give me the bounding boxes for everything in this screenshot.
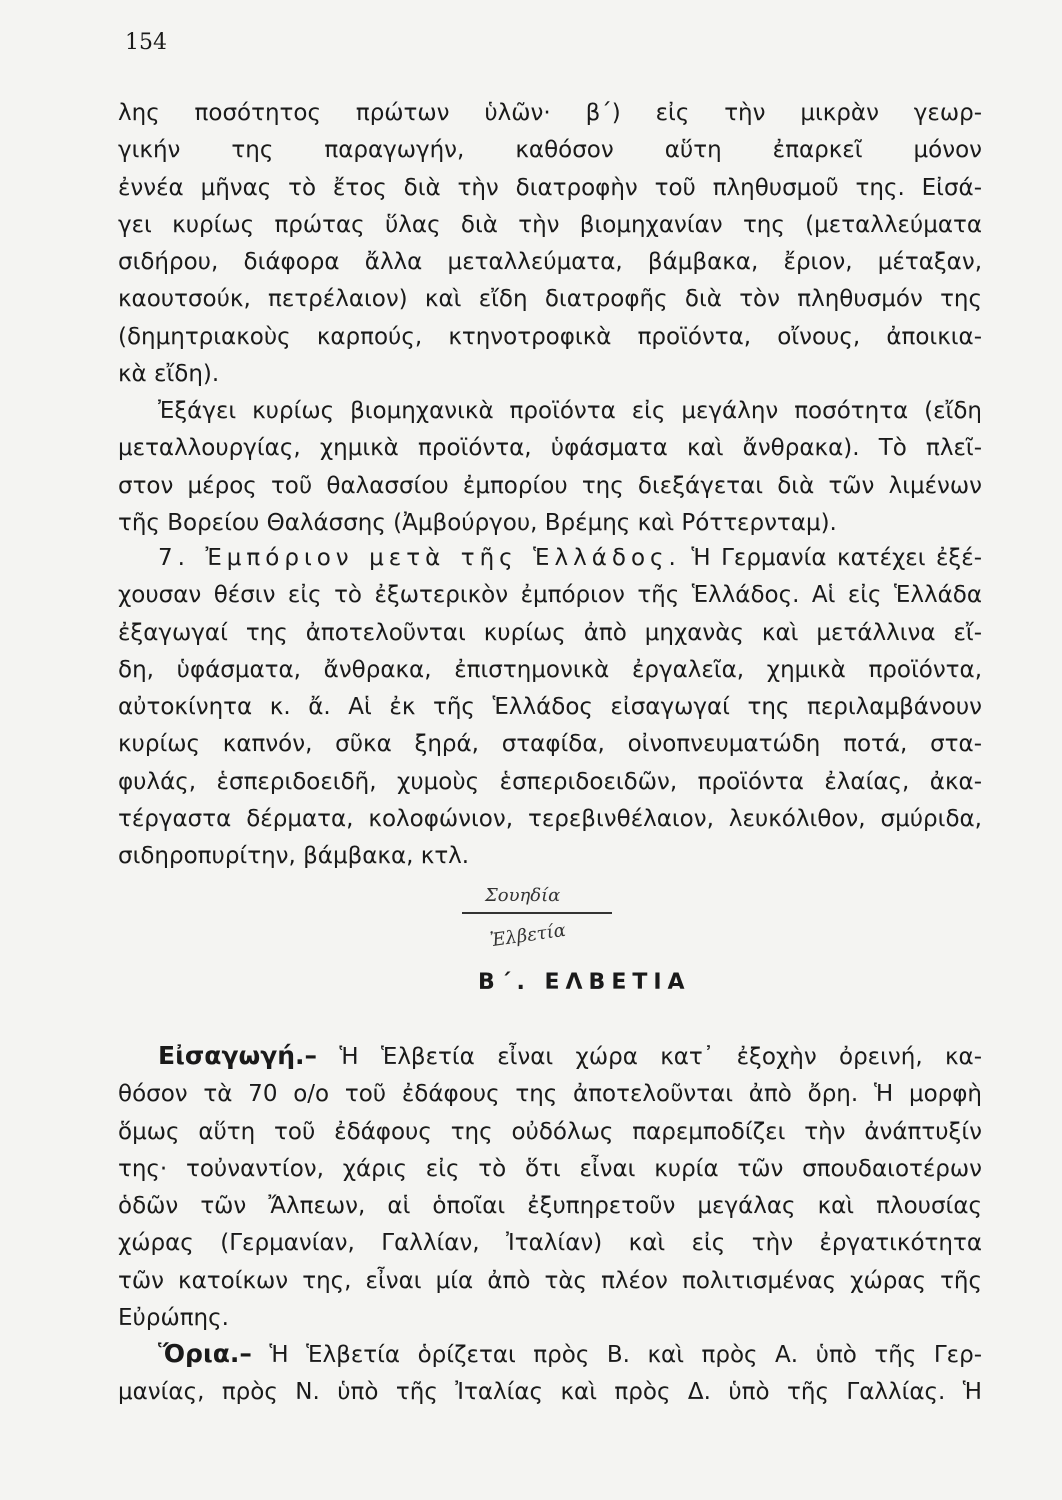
text-line: κυρίως καπνόν, σῦκα ξηρά, σταφίδα, οἰνοπνευματώδη ποτά, στα- [118,731,982,758]
text-line: αὐτοκίνητα κ. ἄ. Αἱ ἐκ τῆς Ἑλλάδος εἰσαγωγαί της περιλαμβάνουν [118,694,982,721]
text-line: γει κυρίως πρώτας ὕλας διὰ τὴν βιομηχανίαν της (μεταλλεύματα [118,211,982,238]
text-line: (δημητριακοὺς καρπούς, κτηνοτροφικὰ προϊόντα, οἴνους, ἀποικια- [118,323,982,350]
trade-heading-line [118,540,982,577]
intro-heading: Εἰσαγωγή.– [158,1041,318,1070]
text-line: κὰ εἴδη). [118,361,220,388]
handwritten-note-2: Ἐλβετία [488,919,568,952]
handwritten-note-1: Σουηδία [485,885,561,906]
paragraph-exports [118,393,982,542]
text-line: λης ποσότητος πρώτων ὑλῶν· β΄) εἰς τὴν μικρὰν γεωρ- [118,100,982,126]
text-line: τέργαστα δέρματα, κολοφώνιον, τερεβινθέλαιον, λευκόλιθον, σμύριδα, [118,806,982,833]
borders-heading: Ὅρια.– [158,1339,252,1368]
text-line: τῶν κατοίκων της, εἶναι μία ἀπὸ τὰς πλέον πολιτισμένας χώρας τῆς [118,1267,982,1294]
text-line: μεταλλουργίας, χημικὰ προϊόντα, ὑφάσματα καὶ ἄνθρακα). Τὸ πλεῖ- [118,435,982,462]
section-heading: Β΄. ΕΛΒΕΤΙΑ [478,970,691,995]
page-number: 154 [125,30,167,55]
text-line: καουτσούκ, πετρέλαιον) καὶ εἴδη διατροφῆς διὰ τὸν πληθυσμόν της [118,286,982,313]
paragraph-trade-with-greece [118,540,982,876]
text-line: φυλάς, ἑσπεριδοειδῆ, χυμοὺς ἑσπεριδοειδῶν, προϊόντα ἐλαίας, ἀκα- [118,768,982,795]
borders-first-line: Ἡ Ἑλβετία ὁρίζεται πρὸς Β. καὶ πρὸς Α. ὑπὸ τῆς Γερ- [269,1342,983,1368]
trade-first-line: Ἡ Γερμανία κατέχει ἐξέ- [691,545,982,571]
text-line: ὁδῶν τῶν Ἄλπεων, αἱ ὁποῖαι ἐξυπηρετοῦν μεγάλας καὶ πλουσίας [118,1193,982,1220]
text-line: γικήν της παραγωγήν, καθόσον αὕτη ἐπαρκεῖ μόνον [118,137,982,164]
paragraph-borders [118,1335,982,1412]
trade-heading: 7. Ἐμπόριον μετὰ τῆς Ἑλλάδος. [158,545,681,571]
text-line: χώρας (Γερμανίαν, Γαλλίαν, Ἰταλίαν) καὶ εἰς τὴν ἐργατικότητα [118,1230,982,1257]
text-line: δη, ὑφάσματα, ἄνθρακα, ἐπιστημονικὰ ἐργαλεῖα, χημικὰ προϊόντα, [118,656,982,683]
text-line: ἐξαγωγαί της ἀποτελοῦνται κυρίως ἀπὸ μηχανὰς καὶ μετάλλινα εἴ- [118,619,982,646]
text-line: Εὐρώπης. [118,1305,229,1332]
borders-heading-line [118,1335,982,1374]
text-line: ὅμως αὕτη τοῦ ἐδάφους της οὐδόλως παρεμποδίζει τὴν ἀνάπτυξίν [118,1118,982,1145]
text-line: τῆς Βορείου Θαλάσσης (Ἀμβούργου, Βρέμης καὶ Ρόττερνταμ). [118,509,837,536]
text-line: μανίας, πρὸς Ν. ὑπὸ τῆς Ἰταλίας καὶ πρὸς Δ. ὑπὸ τῆς Γαλλίας. Ἡ [118,1379,982,1406]
text-line: σιδηροπυρίτην, βάμβακα, κτλ. [118,843,470,870]
text-line: στον μέρος τοῦ θαλασσίου ἐμπορίου της διεξάγεται διὰ τῶν λιμένων [118,472,982,499]
intro-heading-line [118,1037,982,1076]
text-line: σιδήρου, διάφορα ἄλλα μεταλλεύματα, βάμβακα, ἔριον, μέταξαν, [118,249,982,276]
text-line: ἐννέα μῆνας τὸ ἔτος διὰ τὴν διατροφὴν τοῦ πληθυσμοῦ της. Εἰσά- [118,174,982,201]
paragraph-introduction [118,1037,982,1337]
handwritten-arrow [462,912,612,914]
paragraph-imports [118,95,982,393]
text-line: χουσαν θέσιν εἰς τὸ ἐξωτερικὸν ἐμπόριον τῆς Ἑλλάδος. Αἱ εἰς Ἑλλάδα [118,582,982,609]
text-line: Ἐξάγει κυρίως βιομηχανικὰ προϊόντα εἰς μεγάλην ποσότητα (εἴδη [158,398,982,424]
text-line: θόσον τὰ 70 ο/ο τοῦ ἐδάφους της ἀποτελοῦνται ἀπὸ ὄρη. Ἡ μορφὴ [118,1081,982,1108]
text-line: της· τοὐναντίον, χάρις εἰς τὸ ὅτι εἶναι κυρία τῶν σπουδαιοτέρων [118,1155,982,1182]
intro-first-line: Ἡ Ἑλβετία εἶναι χώρα κατ᾽ ἐξοχὴν ὀρεινή, κα- [339,1044,983,1070]
